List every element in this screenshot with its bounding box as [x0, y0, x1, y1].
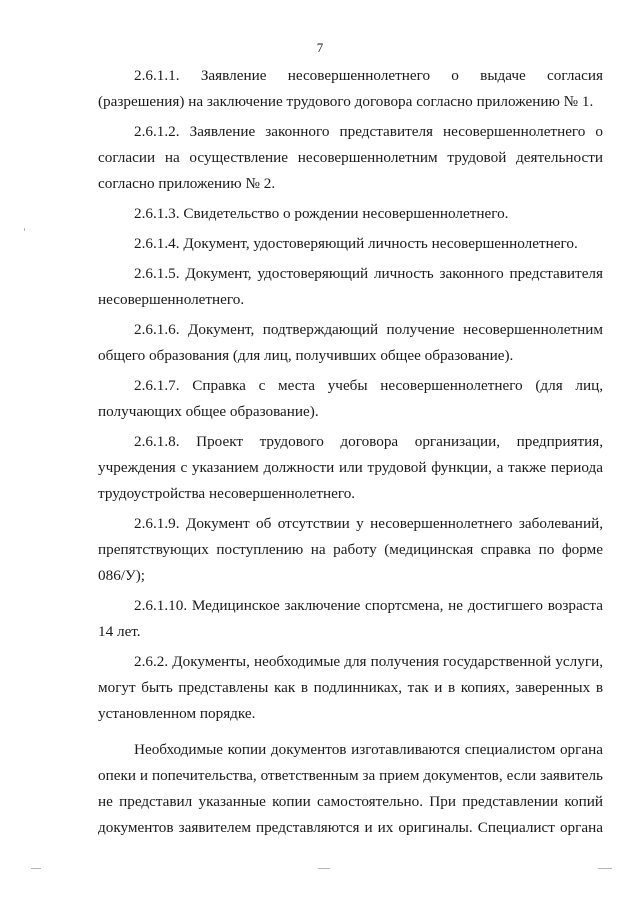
- paragraph-2-6-1-5: 2.6.1.5. Документ, удостоверяющий личность законного представителя несовершеннолетнего.: [98, 265, 603, 308]
- page-number: 7: [316, 40, 324, 55]
- paragraph-2-6-1-8: 2.6.1.8. Проект трудового договора организации, предприятия, учреждения с указанием должности или трудовой функции, а также периода трудоустройства несовершеннолетнего.: [98, 433, 603, 502]
- scan-artifact-margin: [24, 228, 25, 231]
- document-body: [98, 63, 603, 845]
- scan-artifact-right: [598, 868, 612, 869]
- paragraph-2-6-1-9: 2.6.1.9. Документ об отсутствии у несовершеннолетнего заболеваний, препятствующих поступлению на работу (медицинская справка по форме 086/У);: [98, 515, 603, 584]
- paragraph-2-6-1-10: 2.6.1.10. Медицинское заключение спортсмена, не достигшего возраста 14 лет.: [98, 597, 603, 640]
- paragraph-2-6-1-7: 2.6.1.7. Справка с места учебы несовершеннолетнего (для лиц, получающих общее образование).: [98, 377, 603, 420]
- paragraph-2-6-1-4: 2.6.1.4. Документ, удостоверяющий личность несовершеннолетнего.: [134, 235, 578, 252]
- paragraph-2-6-1-6: 2.6.1.6. Документ, подтверждающий получение несовершеннолетним общего образования (для лиц, получивших общее образование).: [98, 321, 603, 364]
- paragraph-copies: Необходимые копии документов изготавливаются специалистом органа опеки и попечительства, ответственным за прием документов, если заявитель не представил указанные копии самостоятельно. При представлении копий документов заявителем представляются и их оригиналы. Специалист органа: [98, 741, 603, 836]
- scan-artifact-center: [318, 868, 330, 869]
- scan-artifact-left: [31, 868, 41, 869]
- paragraph-2-6-1-3: 2.6.1.3. Свидетельство о рождении несовершеннолетнего.: [134, 205, 509, 222]
- paragraph-2-6-1-1: 2.6.1.1. Заявление несовершеннолетнего о выдаче согласия (разрешения) на заключение трудового договора согласно приложению № 1.: [98, 67, 603, 110]
- paragraph-2-6-1-2: 2.6.1.2. Заявление законного представителя несовершеннолетнего о согласии на осуществление несовершеннолетним трудовой деятельности согласно приложению № 2.: [98, 123, 603, 192]
- paragraph-2-6-2: 2.6.2. Документы, необходимые для получения государственной услуги, могут быть представлены как в подлинниках, так и в копиях, заверенных в установленном порядке.: [98, 653, 603, 722]
